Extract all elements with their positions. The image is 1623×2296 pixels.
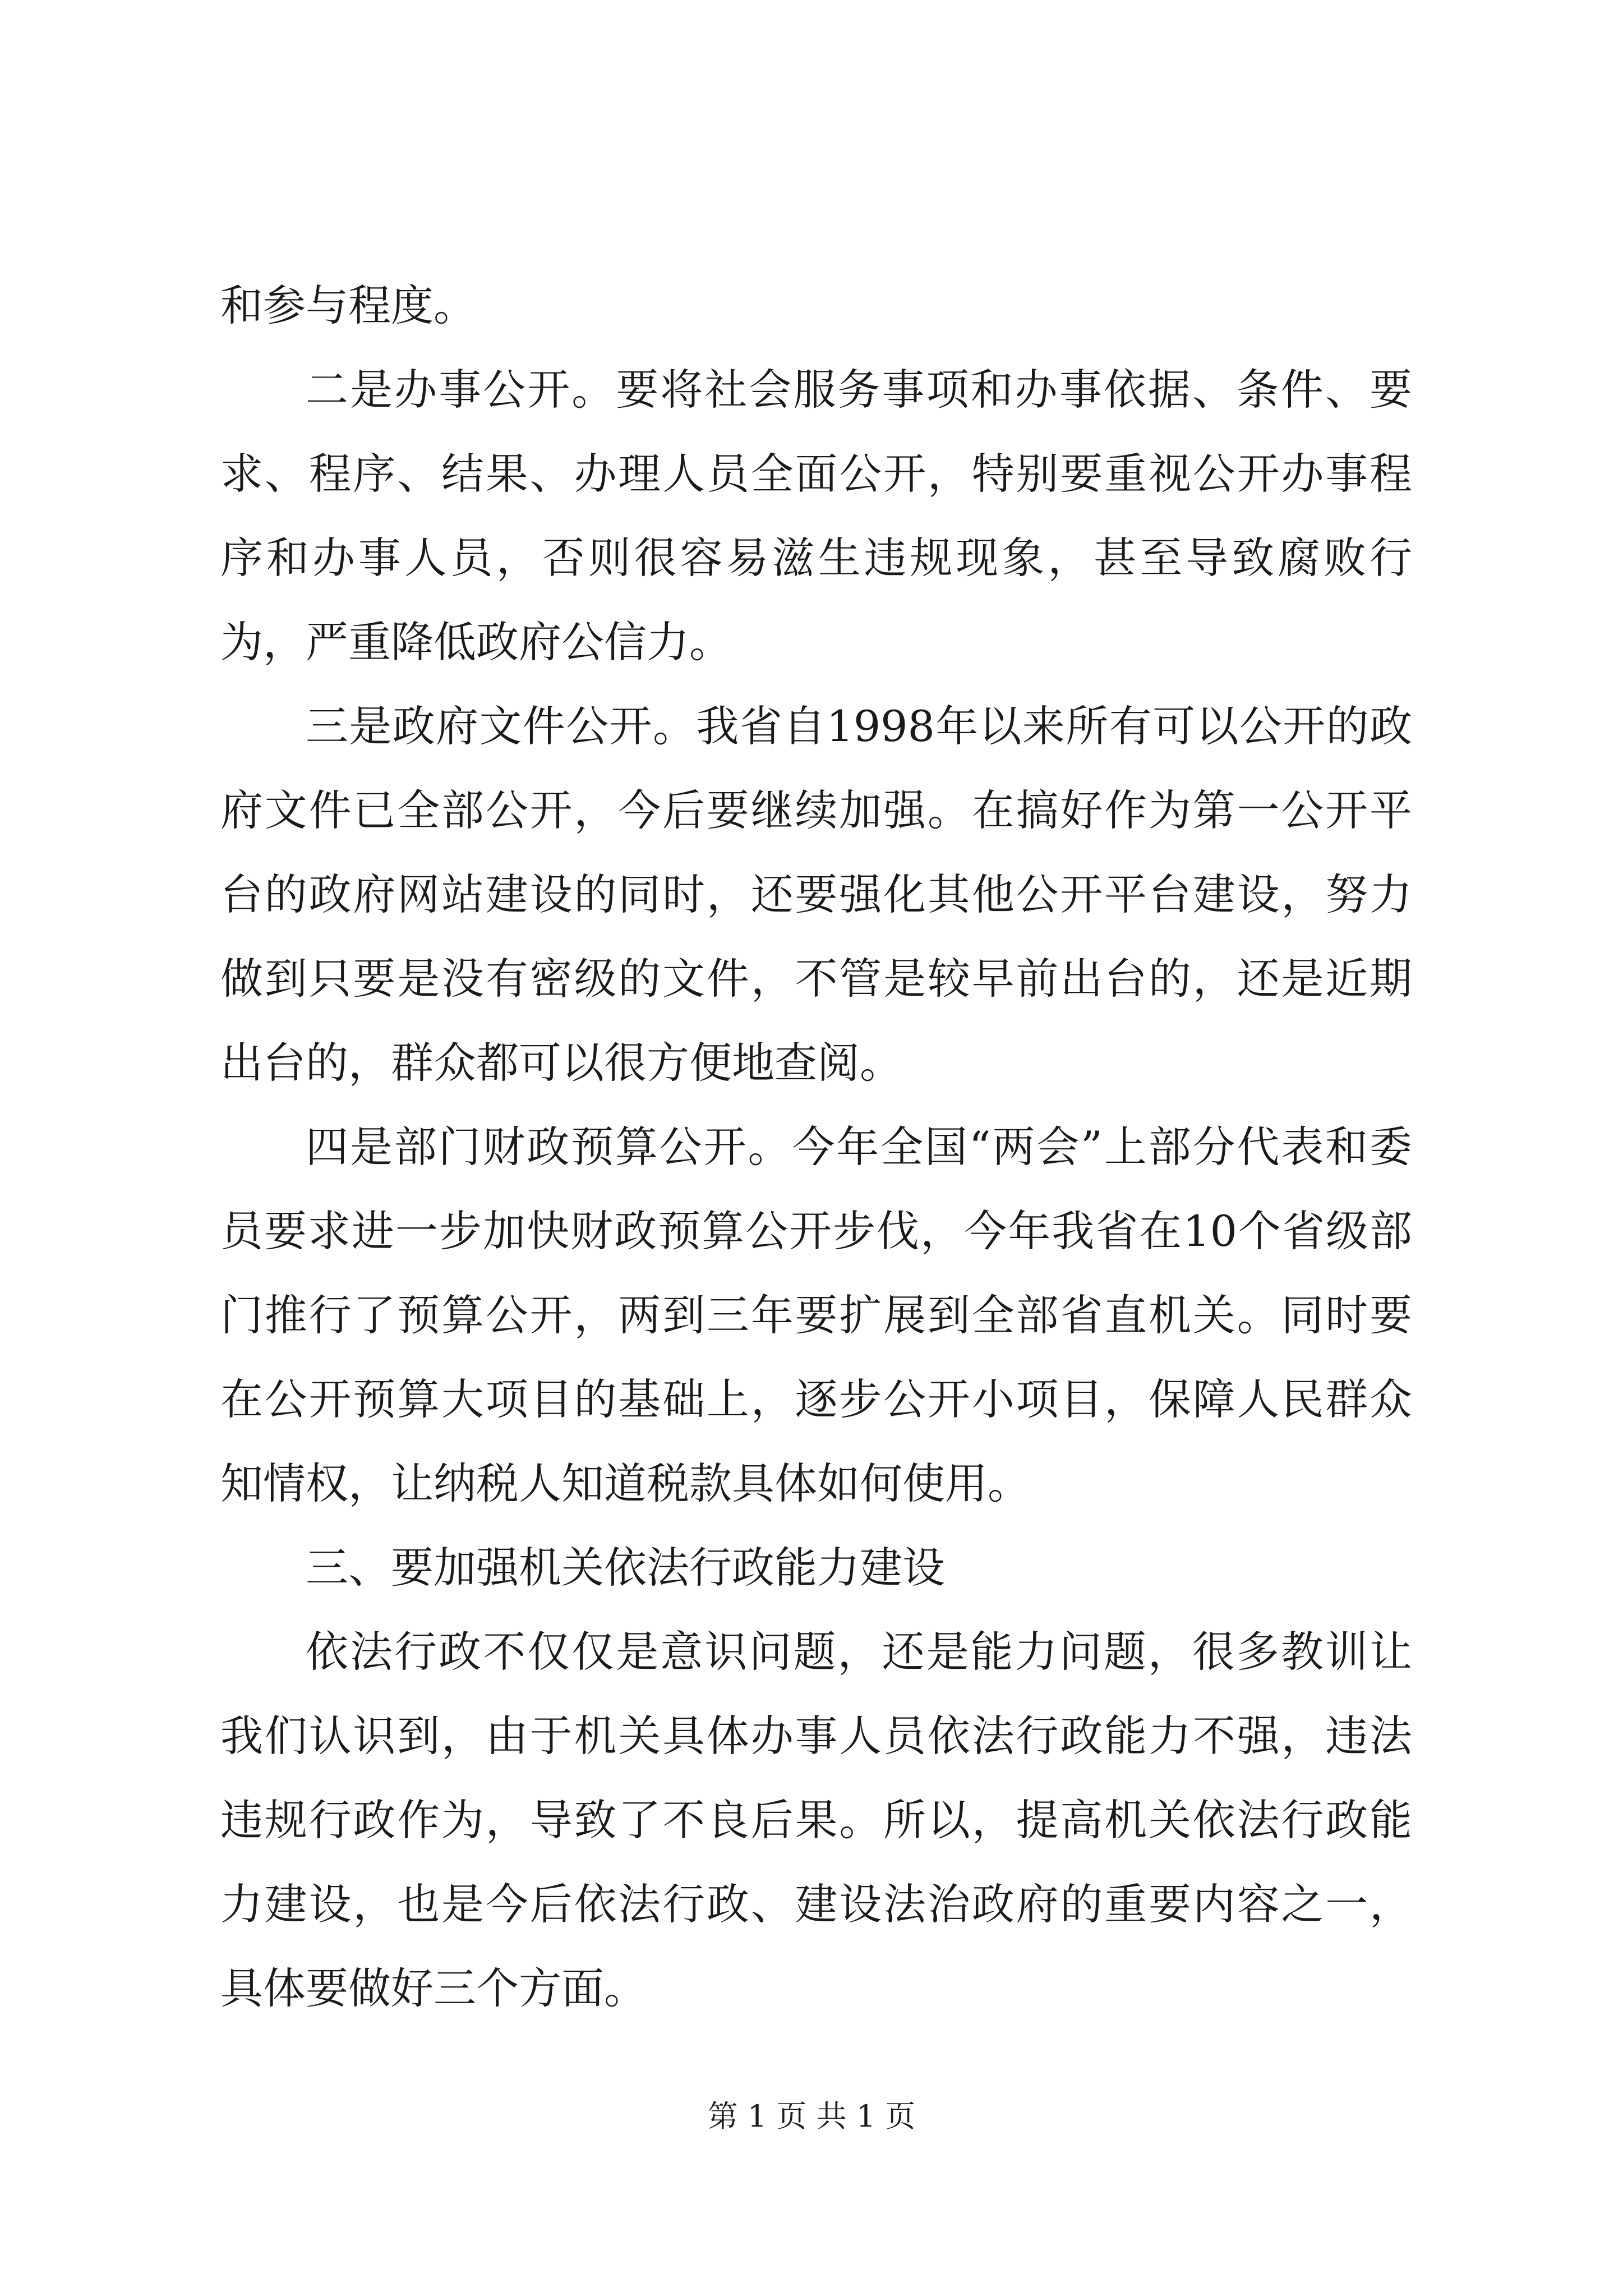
section-heading: 三、要加强机关依法行政能力建设 (306, 1543, 945, 1593)
paragraph-3: 三是政府文件公开。我省自1998年以来所有可以公开的政府文件已全部公开，今后要继续加强。在搞好作为第一公开平台的政府网站建设的同时，还要强化其他公开平台建设，努力做到只要是没有密级的文件，不管是较早前出台的，还是近期出台的，群众都可以很方便地查阅。 (220, 701, 1412, 1088)
document-body (220, 264, 1412, 2031)
paragraph-2: 二是办事公开。要将社会服务事项和办事依据、条件、要求、程序、结果、办理人员全面公开，特别要重视公开办事程序和办事人员，否则很容易滋生违规现象，甚至导致腐败行为，严重降低政府公信力。 (220, 365, 1412, 667)
page-footer: 第 1 页 共 1 页 (707, 2099, 916, 2134)
paragraph-1: 和参与程度。 (220, 280, 476, 330)
paragraph-5: 依法行政不仅仅是意识问题，还是能力问题，很多教训让我们认识到，由于机关具体办事人员依法行政能力不强，违法违规行政作为，导致了不良后果。所以，提高机关依法行政能力建设，也是今后依法行政、建设法治政府的重要内容之一，具体要做好三个方面。 (220, 1627, 1412, 2013)
paragraph-4: 四是部门财政预算公开。今年全国“两会”上部分代表和委员要求进一步加快财政预算公开步伐，今年我省在10个省级部门推行了预算公开，两到三年要扩展到全部省直机关。同时要在公开预算大项目的基础上，逐步公开小项目，保障人民群众知情权，让纳税人知道税款具体如何使用。 (220, 1122, 1412, 1508)
